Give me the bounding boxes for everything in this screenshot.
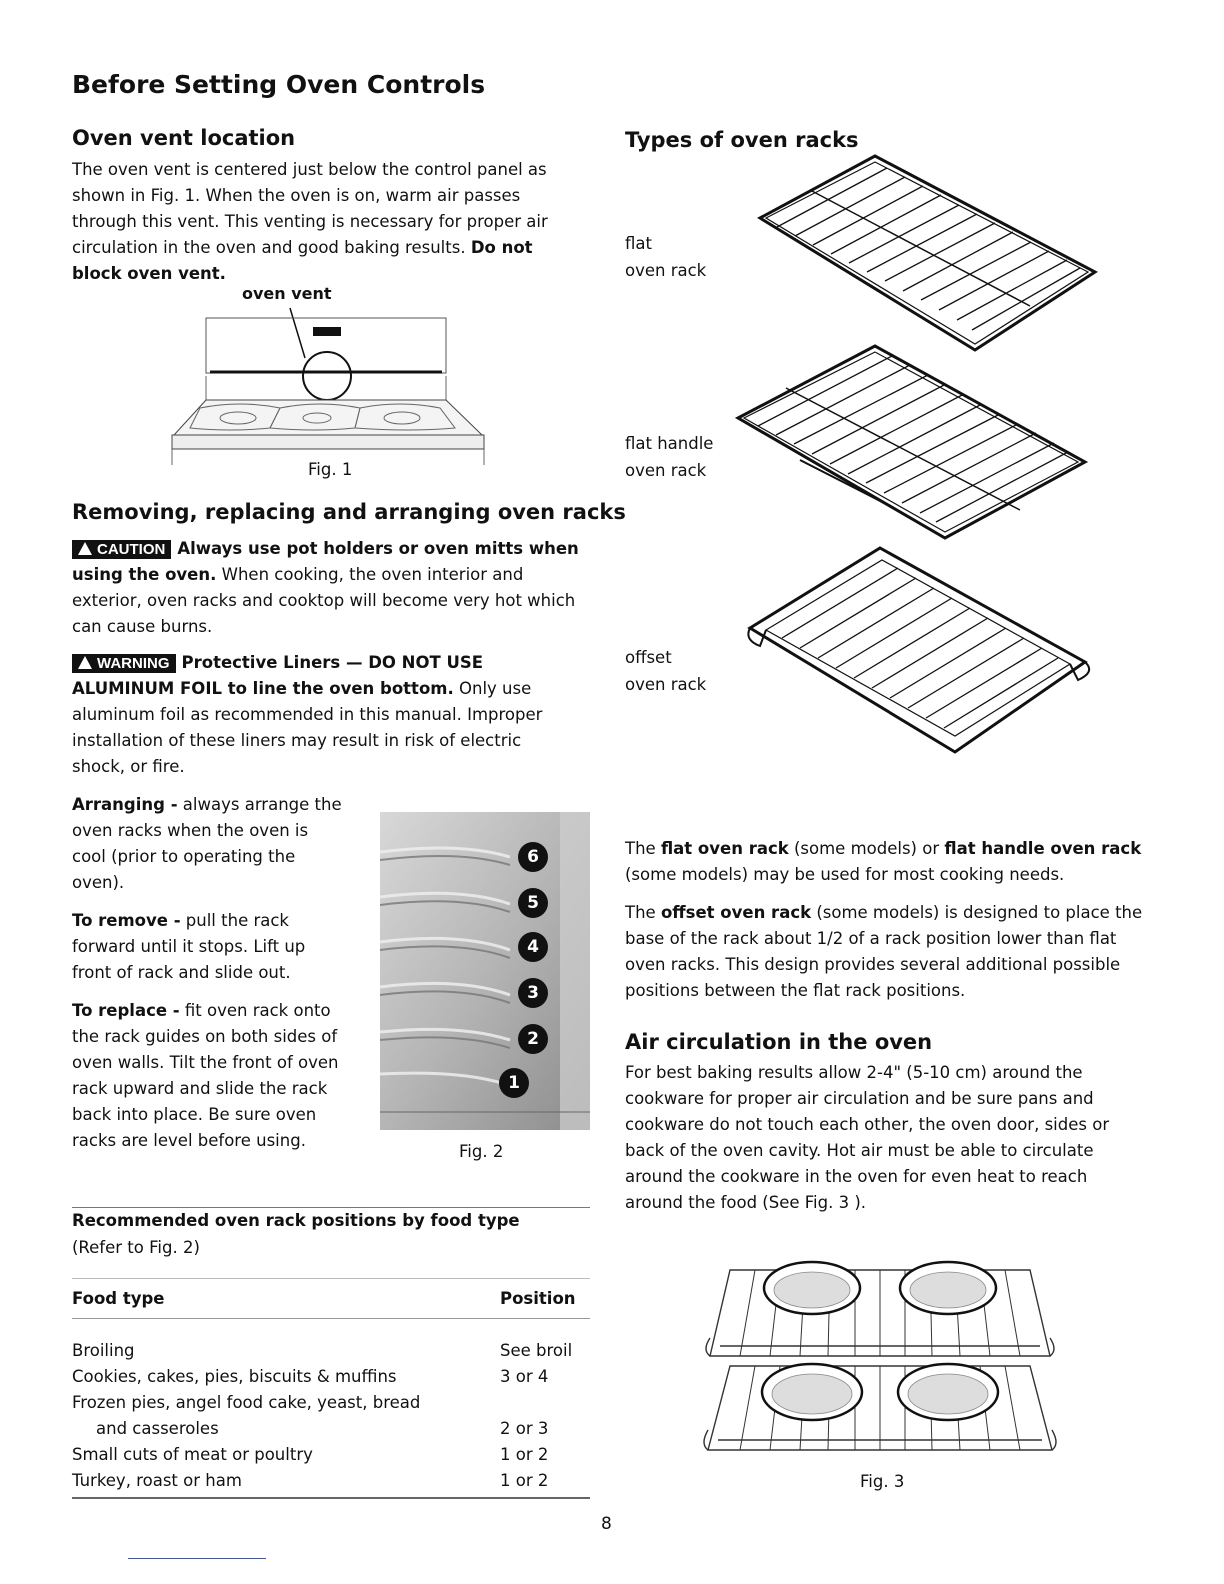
remove-paragraph: To remove - pull the rack forward until it stops. Lift up front of rack and slide out. (72, 911, 306, 982)
table-bottom-rule (72, 1497, 590, 1499)
handle-rack-label: flat handle oven rack (625, 434, 714, 480)
vent-heading: Oven vent location (72, 126, 296, 150)
warning-badge: WARNING (72, 654, 176, 673)
position-badge: 6 (518, 842, 548, 872)
col-food-header: Food type (72, 1289, 165, 1308)
fig1-caption: Fig. 1 (308, 460, 353, 479)
rack-positions-photo (380, 812, 590, 1130)
vent-callout: oven vent (242, 284, 332, 303)
position-badge: 3 (518, 978, 548, 1008)
position-badge: 2 (518, 1024, 548, 1054)
flat-rack-label: flat oven rack (625, 234, 707, 280)
air-circulation-figure (700, 1258, 1060, 1470)
vent-circle-icon (303, 352, 351, 400)
position-badges (508, 842, 551, 1102)
offset-rack-drawing (740, 540, 1100, 760)
page-number: 8 (601, 1514, 612, 1534)
warning-triangle-icon (78, 656, 92, 669)
flat-rack-drawing (740, 150, 1100, 360)
vent-slot-icon (313, 327, 341, 336)
arranging-paragraph: Arranging - always arrange the oven racks when the oven is cool (prior to operating the oven). (72, 795, 342, 892)
position-badge: 5 (518, 888, 548, 918)
offset-rack-label: offset oven rack (625, 648, 707, 694)
warning-paragraph: WARNING Protective Liners — DO NOT USE ALUMINUM FOIL to line the oven bottom. Only use aluminum foil as recommended in this manual. Improper installation of these liners may result in risk of electric shock, or fire. (72, 653, 543, 776)
replace-paragraph: To replace - fit oven rack onto the rack guides on both sides of oven walls. Tilt the front of oven rack upward and slide the rack back into place. Be sure oven racks are level before using. (72, 1001, 339, 1150)
air-paragraph: For best baking results allow 2-4" (5-10 cm) around the cookware for proper air circulation and be sure pans and cookware do not touch each other, the oven door, sides or back of the oven cavity. Hot air must be able to circulate around the cookware in the oven for even heat to reach around the food (See Fig. 3 ). (625, 1063, 1110, 1212)
racks-heading: Removing, replacing and arranging oven racks (72, 500, 626, 524)
caution-paragraph: CAUTION Always use pot holders or oven mitts when using the oven. When cooking, the oven interior and exterior, oven racks and cooktop will become very hot which can cause burns. (72, 539, 579, 636)
flat-rack-paragraph: The flat oven rack (some models) or flat handle oven rack (some models) may be used for most cooking needs. (625, 839, 1142, 884)
warning-triangle-icon (78, 542, 92, 555)
page-title: Before Setting Oven Controls (72, 70, 486, 99)
col-position-header: Position (500, 1289, 576, 1308)
caution-badge: CAUTION (72, 540, 171, 559)
fig2-caption: Fig. 2 (459, 1142, 504, 1161)
air-heading: Air circulation in the oven (625, 1030, 933, 1054)
table-header-bottom-rule (72, 1318, 590, 1319)
types-heading: Types of oven racks (625, 128, 859, 152)
fig3-caption: Fig. 3 (860, 1472, 905, 1491)
position-badge: 1 (499, 1068, 529, 1098)
offset-rack-paragraph: The offset oven rack (some models) is designed to place the base of the rack about 1/2 of a rack position lower than flat oven racks. This design provides several additional possible positions between the flat rack positions. (625, 903, 1143, 1000)
table-header-top-rule (72, 1278, 590, 1279)
table-subtitle: (Refer to Fig. 2) (72, 1238, 200, 1257)
footer-link-rule (128, 1558, 266, 1559)
position-badge: 4 (518, 932, 548, 962)
flat-handle-rack-drawing (720, 340, 1090, 545)
oven-vent-figure (170, 300, 490, 465)
table-title: Recommended oven rack positions by food type (72, 1211, 520, 1230)
vent-paragraph: The oven vent is centered just below the control panel as shown in Fig. 1. When the oven is on, warm air passes through this vent. This venting is necessary for proper air circulation in the oven and good baking results. Do not block oven vent. (72, 160, 548, 283)
